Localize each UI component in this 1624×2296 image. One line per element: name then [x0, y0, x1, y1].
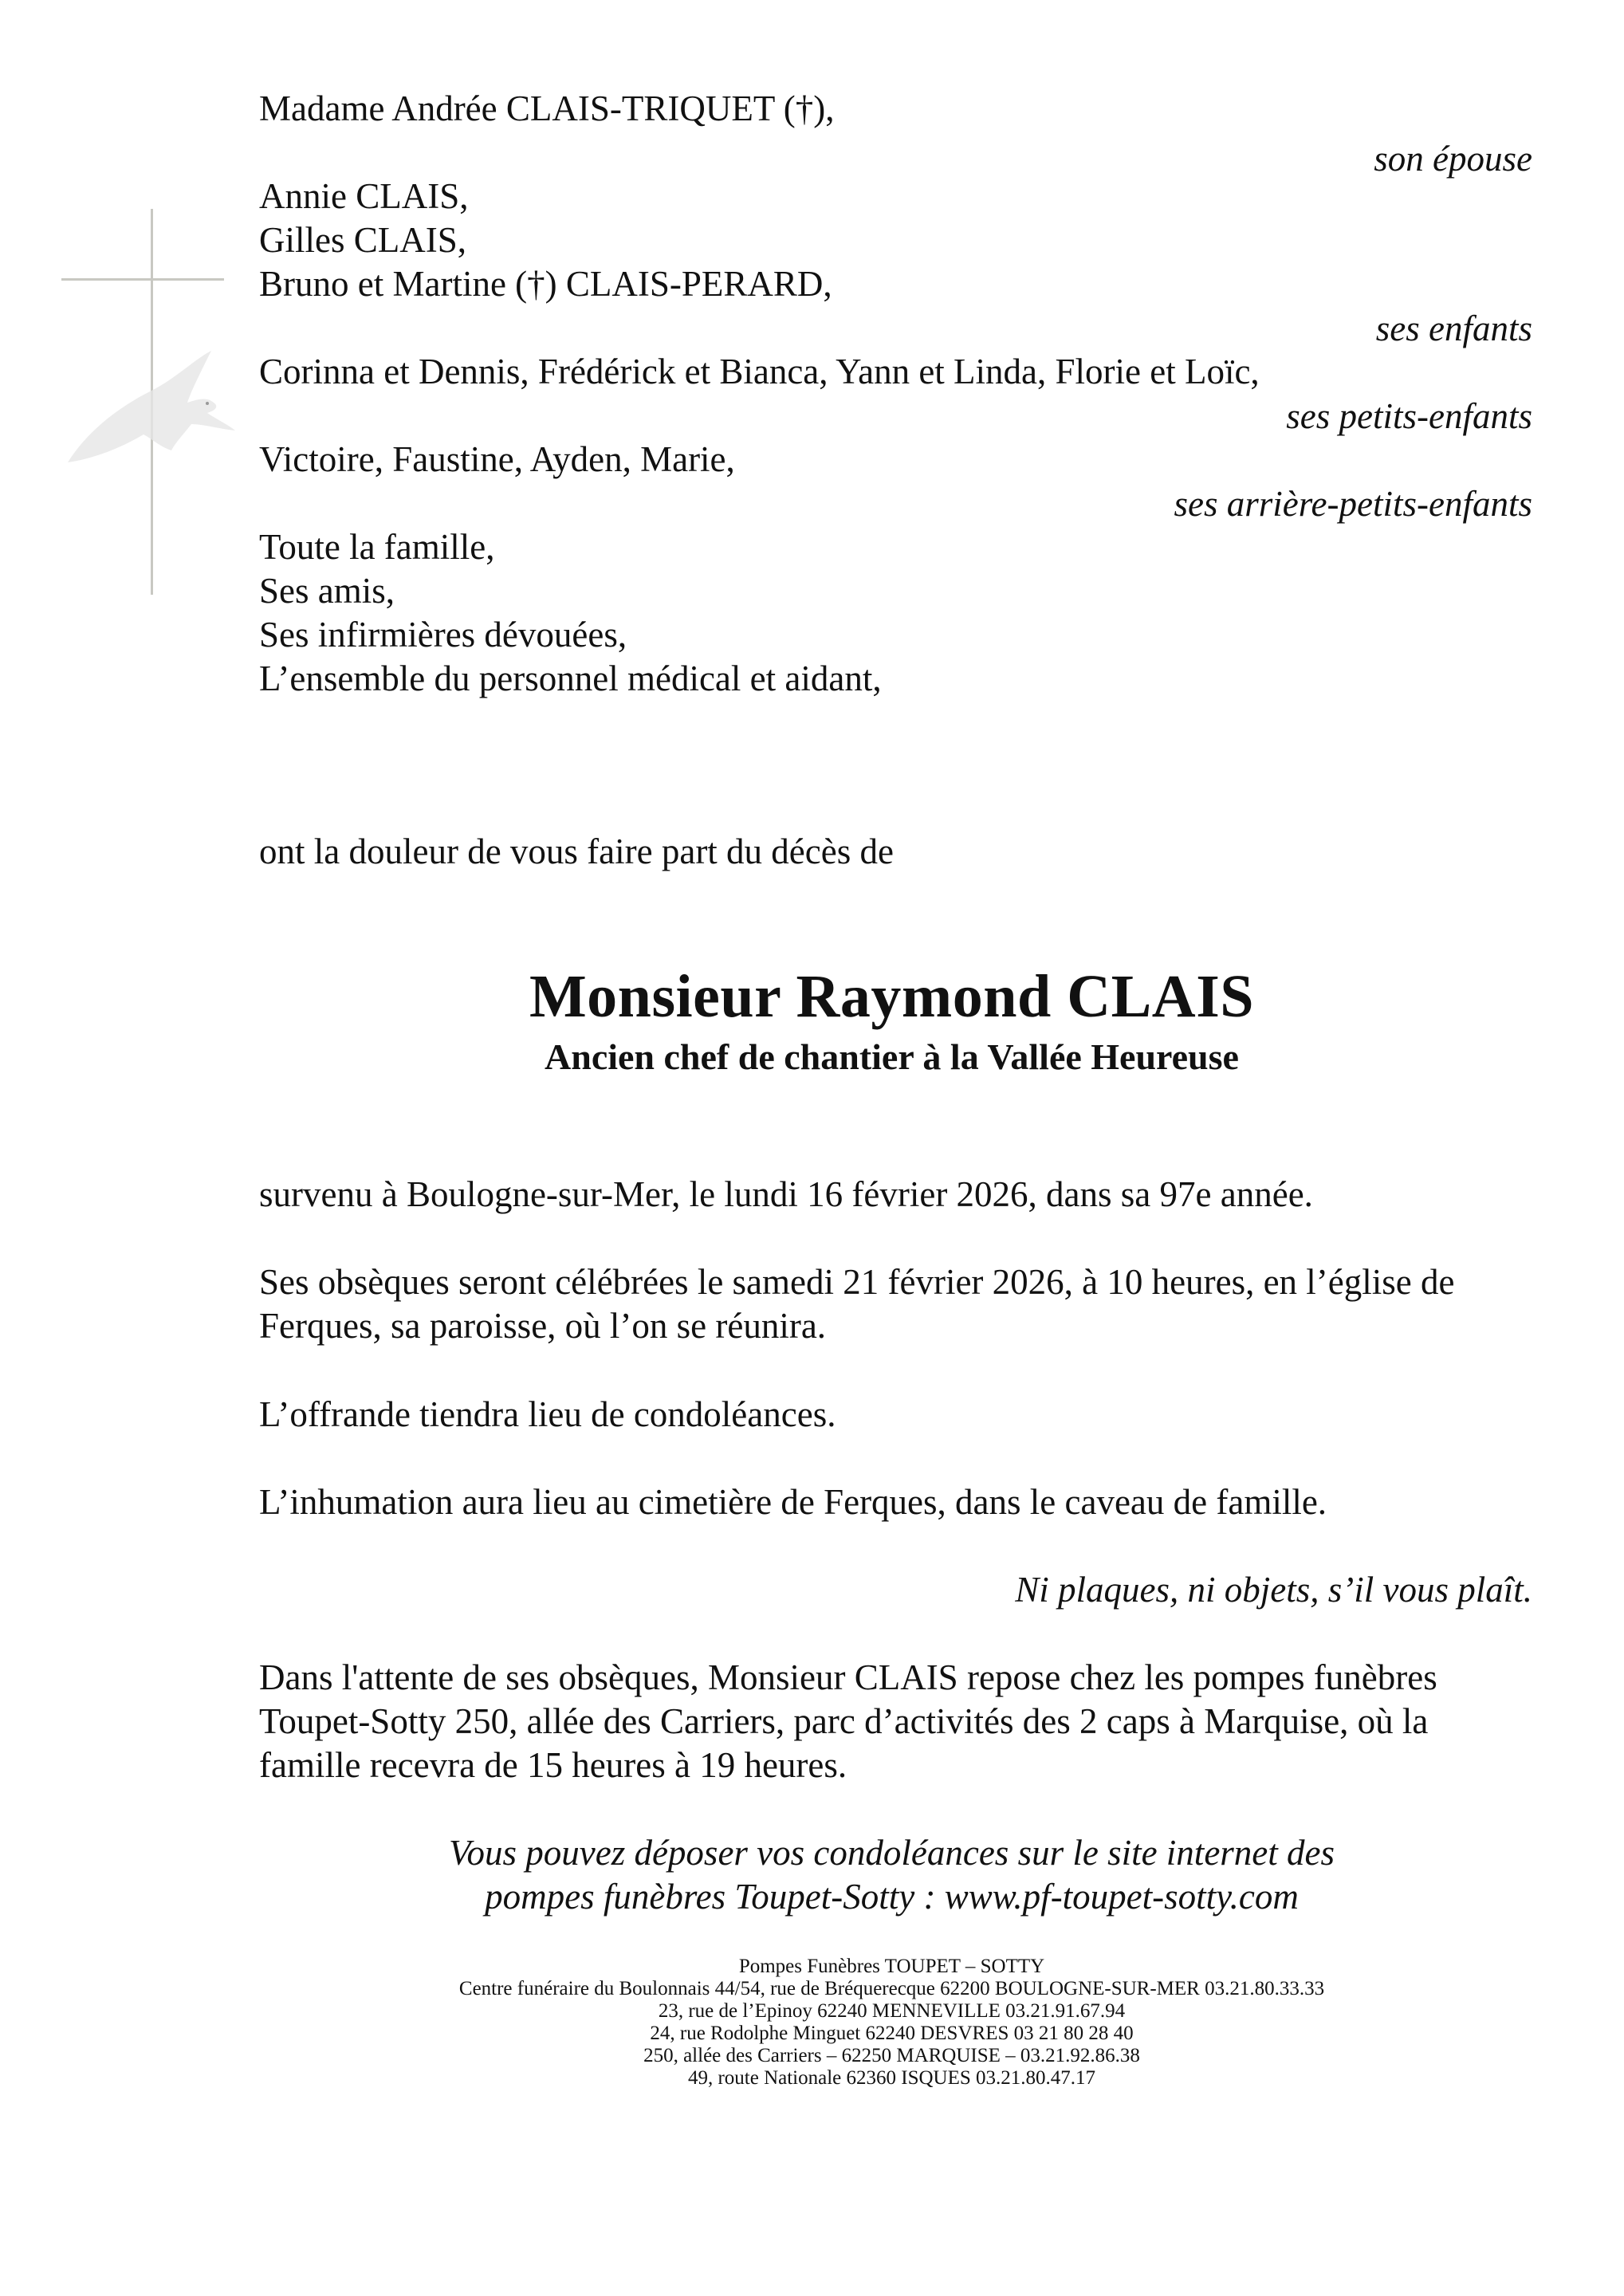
footer-address: 24, rue Rodolphe Minguet 62240 DESVRES 03 21 80 28 40 [650, 2023, 1134, 2044]
condolences-note: Vous pouvez déposer vos condoléances sur le site internet des [448, 1833, 1335, 1873]
child-name: Annie CLAIS, [259, 176, 469, 216]
others-line: Ses infirmières dévouées, [259, 615, 627, 655]
no-flowers-note: Ni plaques, ni objets, s’il vous plaît. [1015, 1570, 1532, 1610]
deceased-title: Ancien chef de chantier à la Vallée Heureuse [545, 1036, 1239, 1077]
rest-details: famille recevra de 15 heures à 19 heures. [259, 1745, 847, 1785]
others-line: L’ensemble du personnel médical et aidant, [259, 659, 882, 698]
children-label: ses enfants [1375, 309, 1532, 348]
footer-address: 23, rue de l’Epinoy 62240 MENNEVILLE 03.21.91.67.94 [658, 2000, 1126, 2022]
grandchildren-names: Corinna et Dennis, Frédérick et Bianca, Yann et Linda, Florie et Loïc, [259, 352, 1260, 391]
grandchildren-label: ses petits-enfants [1286, 396, 1532, 436]
funeral-details: Ferques, sa paroisse, où l’on se réunira. [259, 1306, 827, 1346]
rest-details: Toupet-Sotty 250, allée des Carriers, parc d’activités des 2 caps à Marquise, où la [259, 1701, 1429, 1741]
others-line: Toute la famille, [259, 527, 495, 567]
child-name: Bruno et Martine (†) CLAIS-PERARD, [259, 264, 832, 304]
offering-note: L’offrande tiendra lieu de condoléances. [259, 1394, 836, 1434]
funeral-details: Ses obsèques seront célébrées le samedi 21 février 2026, à 10 heures, en l’église de [259, 1262, 1455, 1302]
footer-address: Centre funéraire du Boulonnais 44/54, rue de Bréquerecque 62200 BOULOGNE-SUR-MER 03.21.80.33.33 [458, 1978, 1325, 1999]
condolences-link[interactable]: pompes funèbres Toupet-Sotty : www.pf-toupet-sotty.com [485, 1877, 1299, 1917]
great-grandchildren-label: ses arrière-petits-enfants [1174, 484, 1532, 524]
deceased-name: Monsieur Raymond CLAIS [529, 963, 1255, 1030]
great-grandchildren-names: Victoire, Faustine, Ayden, Marie, [259, 439, 735, 479]
death-details: survenu à Boulogne-sur-Mer, le lundi 16 février 2026, dans sa 97e année. [259, 1174, 1313, 1214]
cross-bar [61, 278, 224, 281]
dove-icon [56, 335, 239, 494]
announcement-text: ont la douleur de vous faire part du décès de [259, 832, 894, 871]
others-line: Ses amis, [259, 571, 395, 611]
rest-details: Dans l'attente de ses obsèques, Monsieur CLAIS repose chez les pompes funèbres [259, 1657, 1437, 1697]
spouse-name: Madame Andrée CLAIS-TRIQUET (†), [259, 88, 835, 128]
burial-details: L’inhumation aura lieu au cimetière de Ferques, dans le caveau de famille. [259, 1482, 1327, 1522]
footer-company: Pompes Funèbres TOUPET – SOTTY [738, 1956, 1045, 1977]
spouse-label: son épouse [1374, 139, 1532, 179]
footer-address: 49, route Nationale 62360 ISQUES 03.21.80.47.17 [687, 2067, 1096, 2089]
footer-address: 250, allée des Carriers – 62250 MARQUISE – 03.21.92.86.38 [643, 2045, 1140, 2066]
child-name: Gilles CLAIS, [259, 220, 467, 260]
